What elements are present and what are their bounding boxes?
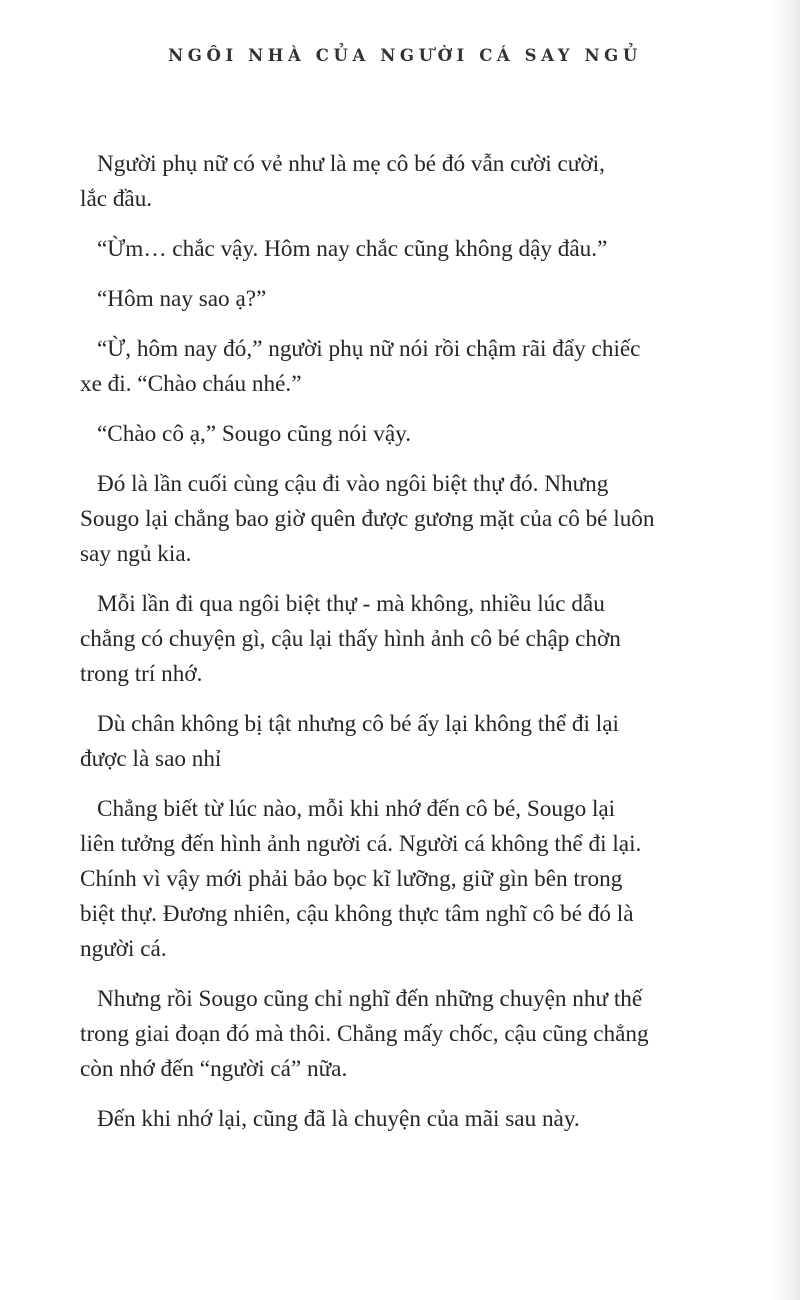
paragraph	[80, 467, 787, 572]
paragraph-line: được là sao nhỉ	[80, 746, 222, 772]
paragraph-line: xe đi. “Chào cháu nhé.”	[80, 371, 302, 397]
paragraph	[97, 282, 787, 317]
paragraph	[97, 417, 787, 452]
paragraph-line: còn nhớ đến “người cá” nữa.	[80, 1056, 348, 1082]
paragraph	[80, 147, 787, 217]
paragraph-line: “Ừ, hôm nay đó,” người phụ nữ nói rồi chậm rãi đẩy chiếc	[97, 336, 641, 362]
paragraph-line: Đó là lần cuối cùng cậu đi vào ngôi biệt thự đó. Nhưng	[97, 471, 609, 497]
paragraph-line: Dù chân không bị tật nhưng cô bé ấy lại không thể đi lại	[97, 711, 619, 737]
paragraph-line: Chính vì vậy mới phải bảo bọc kĩ lưỡng, giữ gìn bên trong	[80, 866, 623, 892]
paragraph	[80, 707, 787, 777]
paragraph-line: “Hôm nay sao ạ?”	[97, 286, 267, 312]
paragraph-line: người cá.	[80, 936, 167, 962]
paragraph-line: trong trí nhớ.	[80, 661, 203, 687]
paragraph	[97, 232, 787, 267]
paragraph	[80, 792, 787, 967]
paragraph-line: Nhưng rồi Sougo cũng chỉ nghĩ đến những chuyện như thế	[97, 986, 643, 1012]
paragraph	[80, 587, 787, 692]
paragraph	[80, 982, 787, 1087]
paragraph-line: trong giai đoạn đó mà thôi. Chẳng mấy chốc, cậu cũng chẳng	[80, 1021, 649, 1047]
paragraph	[80, 332, 787, 402]
page-body	[80, 147, 787, 1152]
paragraph-line: Đến khi nhớ lại, cũng đã là chuyện của mãi sau này.	[97, 1106, 580, 1132]
paragraph	[97, 1102, 787, 1137]
paragraph-line: liên tưởng đến hình ảnh người cá. Người cá không thể đi lại.	[80, 831, 642, 857]
paragraph-line: Chẳng biết từ lúc nào, mỗi khi nhớ đến cô bé, Sougo lại	[97, 796, 616, 822]
paragraph-line: chẳng có chuyện gì, cậu lại thấy hình ảnh cô bé chập chờn	[80, 626, 621, 652]
paragraph-line: “Ừm… chắc vậy. Hôm nay chắc cũng không dậy đâu.”	[97, 236, 608, 262]
paragraph-line: say ngủ kia.	[80, 541, 192, 567]
paragraph-line: lắc đầu.	[80, 186, 153, 212]
paragraph-line: Sougo lại chẳng bao giờ quên được gương mặt của cô bé luôn	[80, 506, 655, 532]
paragraph-line: “Chào cô ạ,” Sougo cũng nói vậy.	[97, 421, 412, 447]
paragraph-line: Người phụ nữ có vẻ như là mẹ cô bé đó vẫn cười cười,	[97, 151, 605, 177]
paragraph-line: Mỗi lần đi qua ngôi biệt thự - mà không, nhiều lúc dẫu	[97, 591, 605, 617]
paragraph-line: biệt thự. Đương nhiên, cậu không thực tâm nghĩ cô bé đó là	[80, 901, 634, 927]
running-header: NGÔI NHÀ CỦA NGƯỜI CÁ SAY NGỦ	[168, 46, 642, 65]
